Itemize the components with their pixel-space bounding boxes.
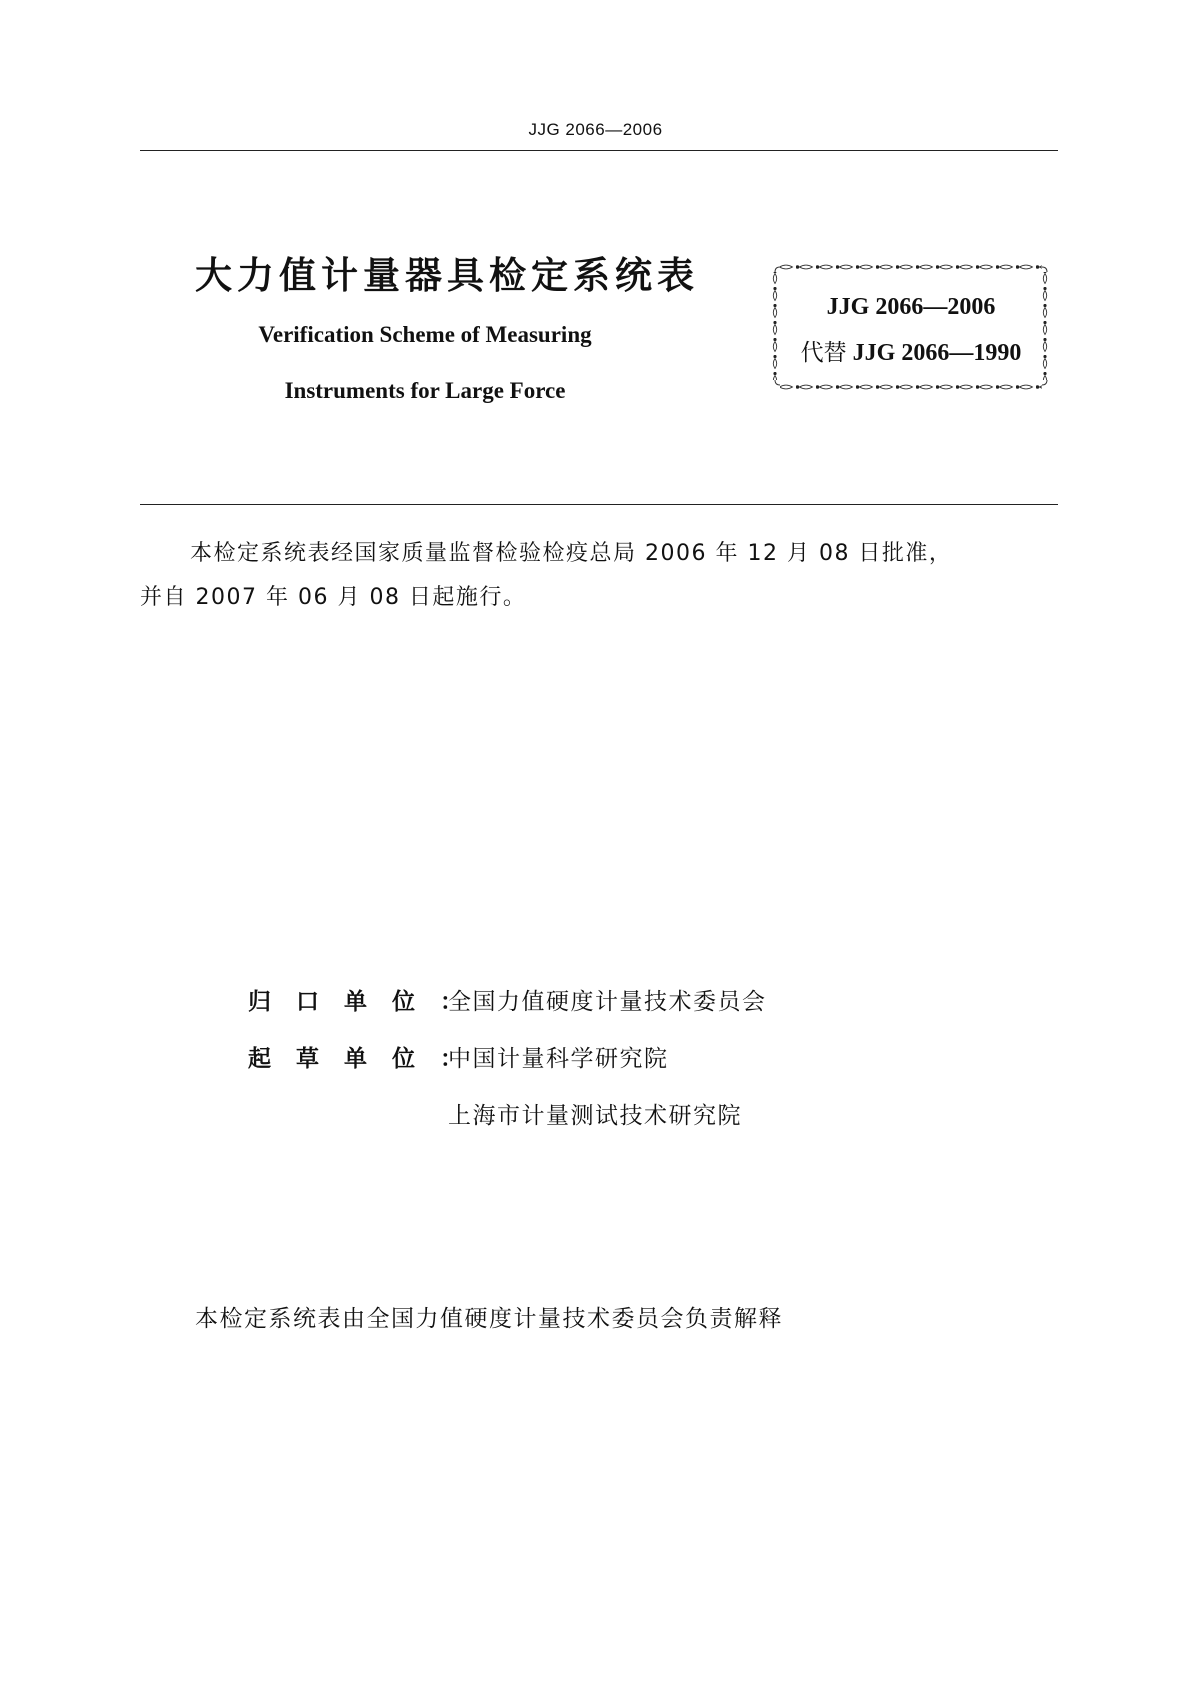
title-english-line-2: Instruments for Large Force: [284, 378, 566, 403]
approval-line-1: [140, 532, 1058, 576]
title-chinese: 大力值计量器具检定系统表: [195, 254, 699, 297]
approval-paragraph: [140, 532, 1058, 620]
decorative-border: [770, 262, 1052, 390]
approval-line-2: [140, 576, 1058, 620]
responsible-unit-row: [248, 983, 767, 1016]
replaces-prefix: 代替: [800, 340, 847, 366]
responsible-unit-label: 归口单位：: [248, 989, 488, 1015]
replaced-code: JJG 2066—1990: [852, 340, 1022, 366]
title-english-line-1: Verification Scheme of Measuring: [258, 322, 592, 347]
running-header-code: JJG 2066—2006: [528, 120, 663, 139]
drafting-unit-value-2: 上海市计量测试技术研究院: [448, 1103, 742, 1129]
drafting-unit-value-1: 中国计量科学研究院: [448, 1046, 669, 1072]
interpretation-note: 本检定系统表由全国力值硬度计量技术委员会负责解释: [195, 1306, 783, 1332]
header-rule: [140, 150, 1058, 151]
approval-text-1: 本检定系统表经国家质量监督检验检疫总局 2006 年 12 月 08 日批准，: [190, 541, 953, 566]
drafting-unit-label: 起草单位：: [248, 1046, 488, 1072]
drafting-unit-row-2: [248, 1097, 742, 1130]
responsible-unit-value: 全国力值硬度计量技术委员会: [448, 989, 767, 1015]
standard-code-value: JJG 2066—2006: [826, 294, 996, 320]
title-divider-rule: [140, 504, 1058, 505]
approval-text-2: 并自 2007 年 06 月 08 日起施行。: [140, 585, 527, 610]
drafting-unit-row: [248, 1040, 669, 1073]
standard-code-box: [770, 262, 1052, 390]
standard-code: [770, 294, 1052, 321]
replaces-line: [770, 334, 1052, 367]
